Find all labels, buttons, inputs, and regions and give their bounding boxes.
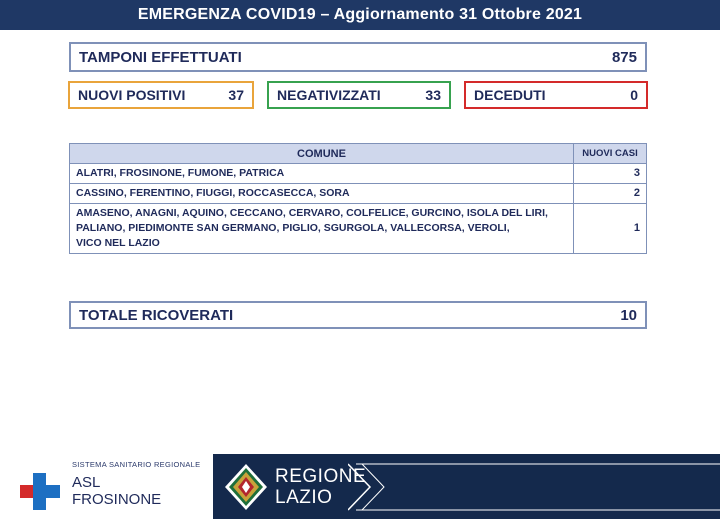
comuni-line: PALIANO, PIEDIMONTE SAN GERMANO, PIGLIO, SGURGOLA, VALLECORSA, VEROLI, xyxy=(76,222,510,234)
column-header-nuovi-casi: NUOVI CASI xyxy=(574,144,647,164)
nuovi-positivi-value: 37 xyxy=(228,87,244,103)
comuni-cell xyxy=(70,204,574,254)
asl-name xyxy=(72,474,161,508)
comuni-cell: ALATRI, FROSINONE, FUMONE, PATRICA xyxy=(70,164,574,184)
deceduti-label: DECEDUTI xyxy=(474,87,546,103)
negativizzati-label: NEGATIVIZZATI xyxy=(277,87,381,103)
asl-line-1: ASL xyxy=(72,474,101,491)
table-row xyxy=(70,184,647,204)
comuni-cell: CASSINO, FERENTINO, FIUGGI, ROCCASECCA, SORA xyxy=(70,184,574,204)
asl-line-2: FROSINONE xyxy=(72,491,162,508)
table-header-row xyxy=(70,144,647,164)
tamponi-value: 875 xyxy=(611,48,637,66)
regione-lazio-banner xyxy=(213,454,720,519)
nuovi-positivi-label: NUOVI POSITIVI xyxy=(78,87,186,103)
nuovi-casi-cell: 1 xyxy=(574,204,647,254)
cross-icon xyxy=(20,473,60,510)
regione-lazio-emblem-icon xyxy=(223,462,269,512)
nuovi-casi-cell: 3 xyxy=(574,164,647,184)
decorative-chevrons-icon xyxy=(348,462,720,512)
nuovi-casi-cell: 2 xyxy=(574,184,647,204)
footer xyxy=(0,452,720,519)
ricoverati-value: 10 xyxy=(620,306,637,324)
table-row xyxy=(70,164,647,184)
comuni-line: VICO NEL LAZIO xyxy=(76,237,160,249)
deceduti-value: 0 xyxy=(630,87,638,103)
deceduti-box xyxy=(464,81,648,109)
table-row xyxy=(70,204,647,254)
negativizzati-box xyxy=(267,81,451,109)
comuni-line: AMASENO, ANAGNI, AQUINO, CECCANO, CERVARO, COLFELICE, GURCINO, ISOLA DEL LIRI, xyxy=(76,207,548,219)
regione-line-1: REGIONE xyxy=(275,466,367,487)
negativizzati-value: 33 xyxy=(425,87,441,103)
ricoverati-label: TOTALE RICOVERATI xyxy=(79,306,234,324)
regione-line-2: LAZIO xyxy=(275,487,333,508)
page-title: EMERGENZA COVID19 – Aggiornamento 31 Ottobre 2021 xyxy=(0,0,720,30)
ricoverati-box xyxy=(69,301,647,329)
nuovi-casi-table xyxy=(69,143,647,254)
column-header-comune: COMUNE xyxy=(70,144,574,164)
tamponi-label: TAMPONI EFFETTUATI xyxy=(79,48,242,66)
nuovi-positivi-box xyxy=(68,81,254,109)
asl-subtitle: SISTEMA SANITARIO REGIONALE xyxy=(72,460,201,469)
tamponi-box xyxy=(69,42,647,72)
